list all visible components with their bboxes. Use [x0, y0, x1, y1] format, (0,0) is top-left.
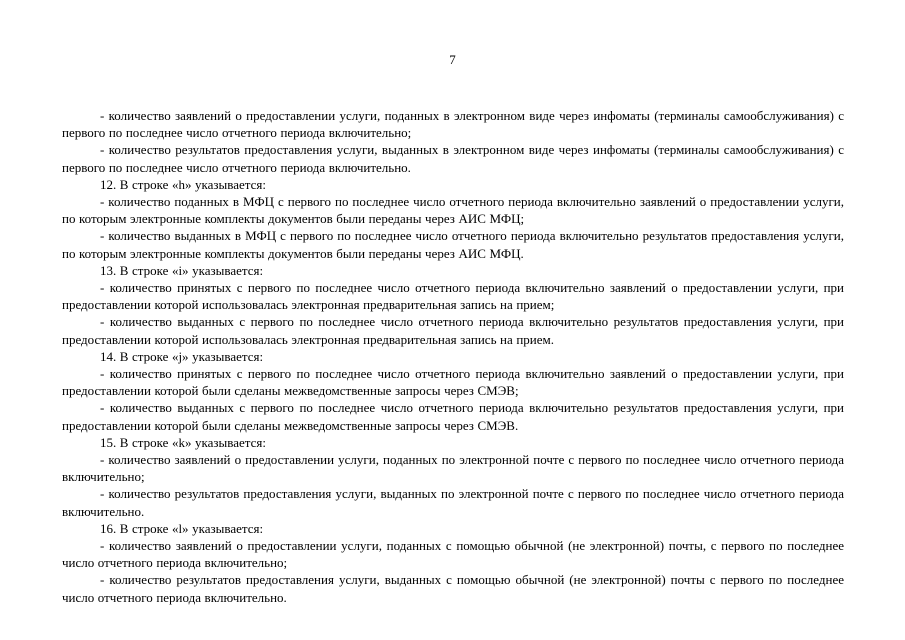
page-number: 7 [449, 52, 456, 67]
section-heading: 14. В строке «j» указывается: [100, 348, 264, 364]
paragraph: - количество заявлений о предоставлении услуги, поданных в электронном виде через инфоматы (терминалы самообслуживания) с первого по последнее число отчетного периода включительно; [62, 108, 844, 141]
paragraph: - количество результатов предоставления услуги, выданных в электронном виде через инфоматы (терминалы самообслуживания) с первого по последнее число отчетного периода включительно. [62, 142, 844, 175]
paragraph: - количество принятых с первого по последнее число отчетного периода включительно заявлений о предоставлении услуги, при предоставлении которой были сделаны межведомственные запросы через СМЭВ; [62, 366, 844, 399]
document-body [62, 107, 844, 606]
paragraph: - количество выданных с первого по последнее число отчетного периода включительно результатов предоставления услуги, при предоставлении которой были сделаны межведомственные запросы через СМЭВ. [62, 400, 844, 433]
section-heading: 16. В строке «l» указывается: [100, 520, 264, 536]
section-heading: 13. В строке «i» указывается: [100, 262, 264, 278]
paragraph: - количество результатов предоставления услуги, выданных по электронной почте с первого по последнее число отчетного периода включительно. [62, 486, 844, 519]
paragraph: - количество выданных в МФЦ с первого по последнее число отчетного периода включительно результатов предоставления услуги, по которым электронные комплекты документов были переданы через АИС МФЦ. [62, 228, 844, 261]
paragraph: - количество принятых с первого по последнее число отчетного периода включительно заявлений о предоставлении услуги, при предоставлении которой использовалась электронная предварительная запись на прием; [62, 280, 844, 313]
paragraph: - количество заявлений о предоставлении услуги, поданных по электронной почте с первого по последнее число отчетного периода включительно; [62, 452, 844, 485]
section-heading: 15. В строке «k» указывается: [100, 434, 266, 450]
paragraph: - количество заявлений о предоставлении услуги, поданных с помощью обычной (не электронной) почты, с первого по последнее число отчетного периода включительно; [62, 538, 844, 571]
paragraph: - количество поданных в МФЦ с первого по последнее число отчетного периода включительно заявлений о предоставлении услуги, по которым электронные комплекты документов были переданы через АИС МФЦ; [62, 194, 844, 227]
section-heading: 12. В строке «h» указывается: [100, 176, 266, 192]
paragraph: - количество выданных с первого по последнее число отчетного периода включительно результатов предоставления услуги, при предоставлении которой использовалась электронная предварительная запись на прием. [62, 314, 844, 347]
paragraph: - количество результатов предоставления услуги, выданных с помощью обычной (не электронной) почты с первого по последнее число отчетного периода включительно. [62, 572, 844, 605]
